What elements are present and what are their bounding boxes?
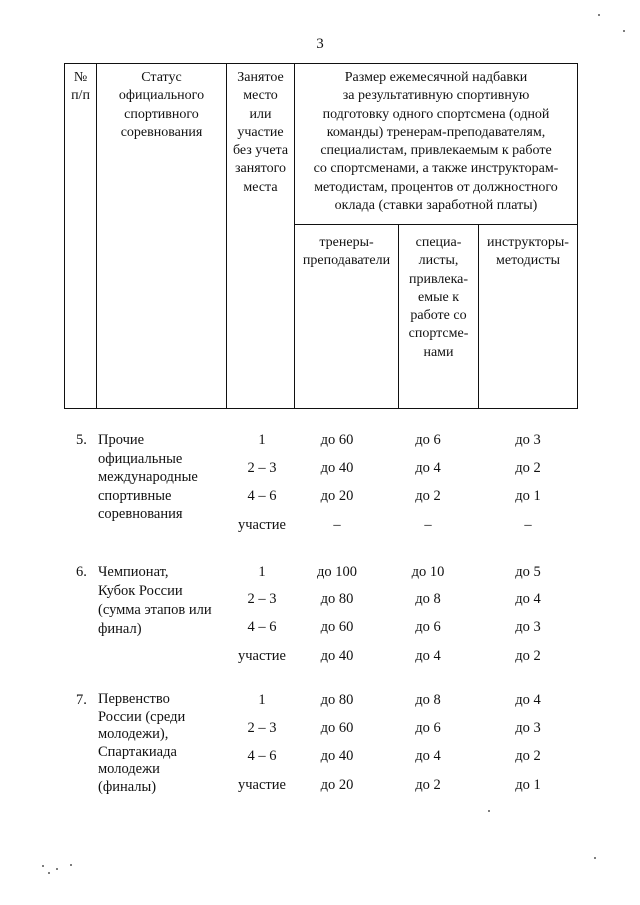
instructors-cell: до 4: [515, 692, 541, 708]
row-status: Прочие официальные международные спортивные соревнования: [98, 432, 198, 522]
trainers-cell: до 20: [320, 488, 354, 504]
trainers-cell: до 40: [320, 748, 354, 764]
header-instructors: инструкторы- методисты: [487, 235, 569, 269]
instructors-cell: до 1: [515, 488, 541, 504]
specialists-cell: до 2: [415, 777, 441, 793]
page-number: 3: [316, 36, 324, 52]
trainers-cell: до 80: [320, 591, 354, 607]
row-number: 5.: [76, 432, 87, 448]
header-subdivider: [294, 224, 578, 225]
instructors-cell: до 2: [515, 748, 541, 764]
place-cell: участие: [238, 648, 286, 664]
scan-speck: [48, 872, 50, 874]
place-cell: 2 – 3: [247, 591, 277, 607]
trainers-cell: до 20: [320, 777, 354, 793]
header-bonus-size: Размер ежемесячной надбавки за результативную спортивную подготовку одного спортсмена (одной команды) тренерам-преподавателям, специалистам, привлекаемым к работе со спортсменами, а также инструкторам- методистам, процентов от должностного оклада (ставки заработной платы): [313, 70, 559, 214]
header-border-top: [64, 63, 578, 64]
place-cell: участие: [238, 517, 286, 533]
instructors-cell: до 4: [515, 591, 541, 607]
header-border-bottom: [64, 408, 578, 409]
specialists-cell: до 4: [415, 648, 441, 664]
specialists-cell: до 8: [415, 591, 441, 607]
scan-speck: [70, 864, 72, 866]
specialists-cell: до 6: [415, 720, 441, 736]
place-cell: 1: [258, 692, 266, 708]
scan-speck: [488, 810, 490, 812]
specialists-cell: до 4: [415, 748, 441, 764]
table-header: [64, 63, 578, 409]
header-border-left: [64, 63, 65, 409]
header-trainers: тренеры- преподаватели: [302, 235, 391, 269]
place-cell: 4 – 6: [247, 748, 277, 764]
row-status: Чемпионат, Кубок России (сумма этапов или финал): [98, 564, 212, 637]
place-cell: 4 – 6: [247, 619, 277, 635]
scan-speck: [42, 865, 44, 867]
place-cell: 2 – 3: [247, 460, 277, 476]
header-status: Статус официального спортивного соревнования: [118, 70, 205, 140]
trainers-cell: до 40: [320, 648, 354, 664]
row-status: Первенство России (среди молодежи), Спартакиада молодежи (финалы): [98, 691, 186, 795]
instructors-cell: до 1: [515, 777, 541, 793]
row-number: 7.: [76, 692, 87, 708]
place-cell: 4 – 6: [247, 488, 277, 504]
header-place: Занятое место или участие без учета занятого места: [232, 70, 289, 195]
specialists-cell: до 10: [411, 564, 445, 580]
header-num: № п/п: [71, 70, 90, 104]
specialists-cell: до 4: [415, 460, 441, 476]
scan-speck: [594, 857, 596, 859]
scan-speck: [623, 30, 625, 32]
scan-speck: [598, 14, 600, 16]
trainers-cell: –: [333, 517, 341, 533]
instructors-cell: –: [524, 517, 532, 533]
instructors-cell: до 3: [515, 432, 541, 448]
specialists-cell: до 8: [415, 692, 441, 708]
specialists-cell: до 6: [415, 432, 441, 448]
trainers-cell: до 60: [320, 619, 354, 635]
trainers-cell: до 60: [320, 432, 354, 448]
place-cell: 1: [258, 564, 266, 580]
trainers-cell: до 40: [320, 460, 354, 476]
trainers-cell: до 80: [320, 692, 354, 708]
row-number: 6.: [76, 564, 87, 580]
instructors-cell: до 5: [515, 564, 541, 580]
trainers-cell: до 100: [316, 564, 357, 580]
trainers-cell: до 60: [320, 720, 354, 736]
header-border-right: [577, 63, 578, 409]
specialists-cell: до 6: [415, 619, 441, 635]
header-specialists: специа- листы, привлека- емые к работе со спортсме- нами: [408, 235, 469, 360]
place-cell: 2 – 3: [247, 720, 277, 736]
scan-speck: [56, 868, 58, 870]
instructors-cell: до 2: [515, 460, 541, 476]
instructors-cell: до 3: [515, 720, 541, 736]
specialists-cell: до 2: [415, 488, 441, 504]
place-cell: 1: [258, 432, 266, 448]
specialists-cell: –: [424, 517, 432, 533]
instructors-cell: до 3: [515, 619, 541, 635]
instructors-cell: до 2: [515, 648, 541, 664]
place-cell: участие: [238, 777, 286, 793]
